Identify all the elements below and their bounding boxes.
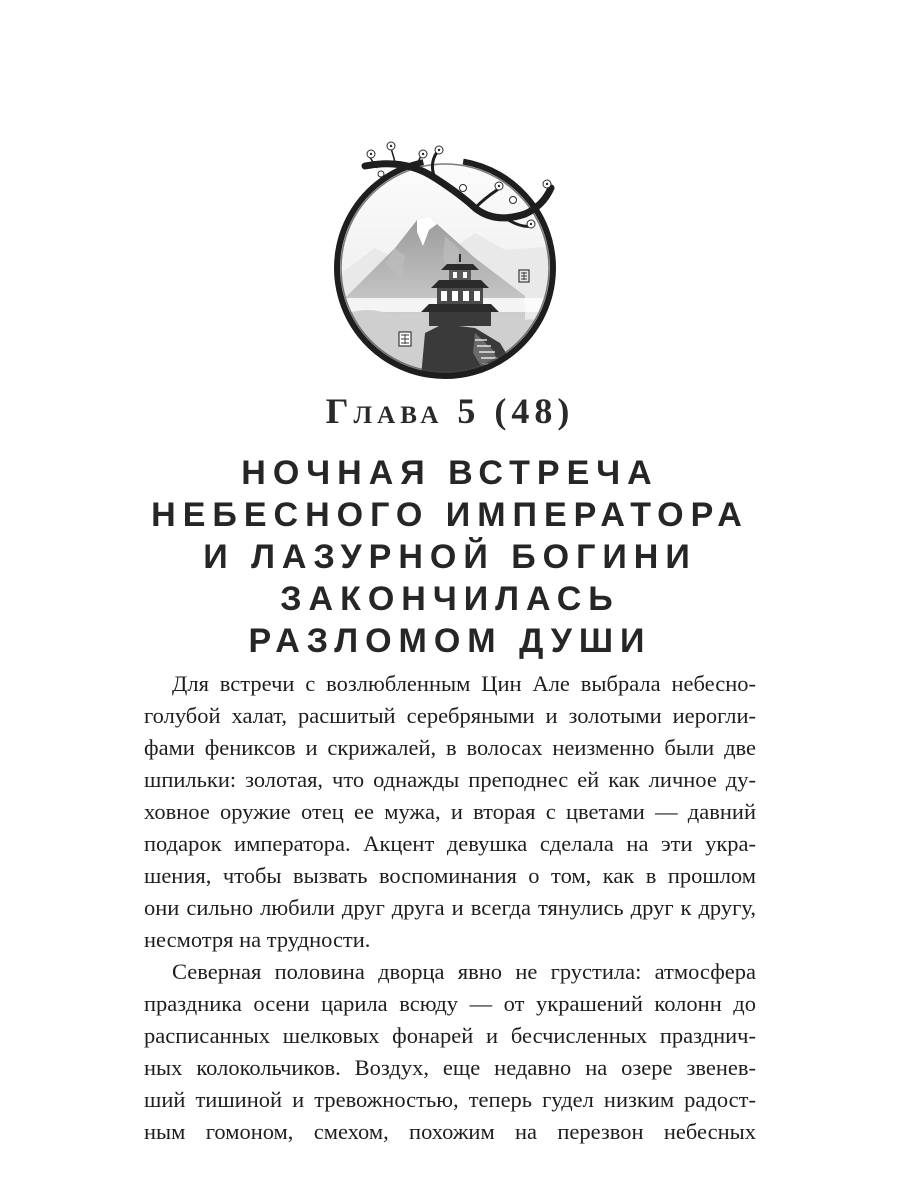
chapter-number: Глава 5 (48) (325, 391, 575, 431)
text-line: ным гомоном, смехом, похожим на перезвон небесных (144, 1119, 756, 1144)
chapter-title-line: ЗАКОНЧИЛАСЬ (280, 580, 620, 618)
text-line: праздника осени царила всюду — от украшений колонн до (144, 991, 756, 1016)
chapter-title-line: НЕБЕСНОГО ИМПЕРАТОРА (151, 496, 749, 534)
seal-stamp-icon (399, 332, 411, 346)
text-line: Для встречи с возлюбленным Цин Але выбрала небесно- (172, 671, 756, 696)
paragraph (144, 668, 756, 956)
text-line: расписанных шелковых фонарей и бесчисленных празднич- (144, 1023, 756, 1048)
text-line: подарок императора. Акцент девушка сделала на эти укра- (144, 831, 756, 856)
chapter-title-line: И ЛАЗУРНОЙ БОГИНИ (203, 538, 697, 576)
text-line: голубой халат, расшитый серебряными и золотыми иерогли- (144, 703, 756, 728)
body-text (144, 668, 756, 1148)
text-line: ховное оружие отец ее мужа, и вторая с цветами — давний (144, 799, 756, 824)
text-line: шения, чтобы вызвать воспоминания о том, как в прошлом (144, 863, 756, 888)
pagoda-mountain-enso-icon (325, 128, 565, 388)
text-line: несмотря на трудности. (144, 927, 371, 952)
chapter-title-line: НОЧНАЯ ВСТРЕЧА (241, 454, 659, 492)
text-line: они сильно любили друг друга и всегда тянулись друг к другу, (144, 895, 756, 920)
text-line: ных колокольчиков. Воздух, еще недавно на озере звенев- (144, 1055, 756, 1080)
text-line: шпильки: золотая, что однажды преподнес ей как личное ду- (144, 767, 756, 792)
paragraph (144, 956, 756, 1148)
text-line: Северная половина дворца явно не грустила: атмосфера (172, 959, 756, 984)
chapter-title (120, 452, 780, 662)
chapter-title-line: РАЗЛОМОМ ДУШИ (248, 622, 652, 660)
text-line: ший тишиной и тревожностью, теперь гудел низким радост- (144, 1087, 756, 1112)
text-line: фами фениксов и скрижалей, в волосах неизменно были две (144, 735, 756, 760)
